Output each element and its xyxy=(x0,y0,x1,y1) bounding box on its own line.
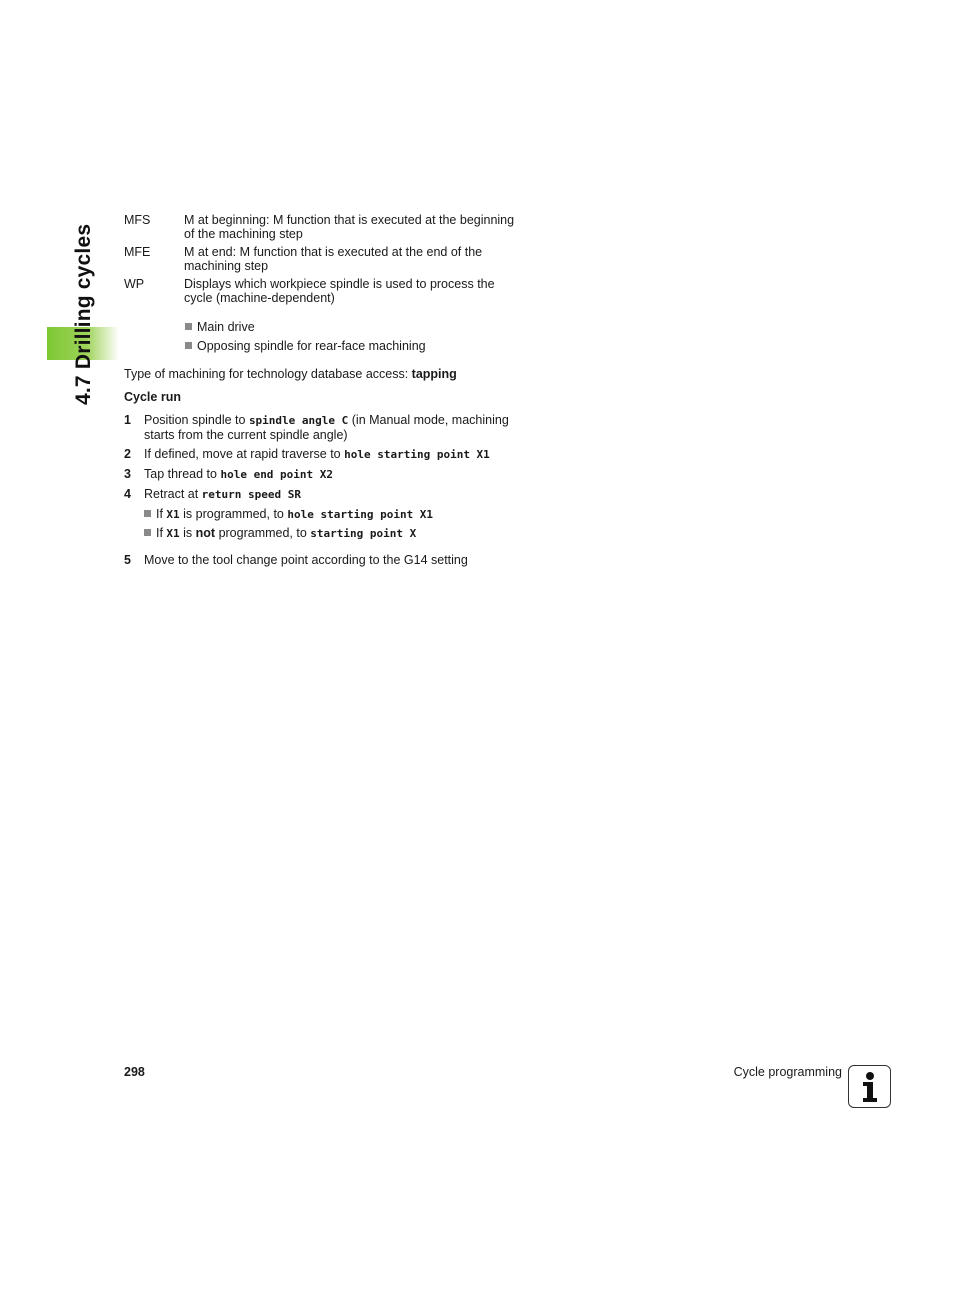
step-number: 3 xyxy=(124,467,131,481)
definition-value: M at end: M function that is executed at the end of the machining step xyxy=(184,245,483,273)
list-item: 2 If defined, move at rapid traverse to hole starting point X1 xyxy=(124,447,490,461)
list-item: 5 Move to the tool change point according to the G14 setting xyxy=(124,553,468,567)
step-number: 1 xyxy=(124,413,131,427)
step-number: 4 xyxy=(124,487,131,501)
step-number: 5 xyxy=(124,553,131,567)
definition-row xyxy=(124,277,524,305)
square-bullet-icon xyxy=(185,323,192,330)
list-item: 4 Retract at return speed SR If X1 is programmed, to hole starting point X1 If X1 is not programmed, to starting point X xyxy=(124,487,524,545)
definition-row xyxy=(124,245,524,273)
section-title: 4.7 Drilling cycles xyxy=(72,223,95,405)
cycle-run-steps xyxy=(124,413,524,567)
definition-value: M at beginning: M function that is executed at the beginning of the machining step xyxy=(184,213,515,241)
list-item: If X1 is programmed, to hole starting point X1 xyxy=(144,507,524,522)
wp-option-list xyxy=(185,320,524,353)
chapter-title: Cycle programming xyxy=(733,1065,842,1079)
square-bullet-icon xyxy=(144,510,151,517)
square-bullet-icon xyxy=(185,342,192,349)
cycle-run-heading: Cycle run xyxy=(124,390,181,404)
list-item: Opposing spindle for rear-face machining xyxy=(185,339,524,353)
step-number: 2 xyxy=(124,447,131,461)
square-bullet-icon xyxy=(144,529,151,536)
list-item: 1 Position spindle to spindle angle C (in Manual mode, machining starts from the current spindle angle) xyxy=(124,413,509,442)
tech-db-value: tapping xyxy=(411,367,457,381)
definition-key: WP xyxy=(124,277,145,291)
definition-value: Displays which workpiece spindle is used to process the cycle (machine-dependent) xyxy=(184,277,495,305)
tech-db-paragraph: Type of machining for technology database access: tapping xyxy=(124,367,457,381)
main-content xyxy=(124,213,524,572)
definition-key: MFS xyxy=(124,213,151,227)
page-number: 298 xyxy=(124,1065,145,1079)
retract-sub-list xyxy=(144,507,524,541)
definition-key: MFE xyxy=(124,245,151,259)
definition-row xyxy=(124,213,524,241)
info-icon xyxy=(848,1065,891,1108)
list-item: 3 Tap thread to hole end point X2 xyxy=(124,467,334,481)
list-item: Main drive xyxy=(185,320,524,334)
info-glyph xyxy=(857,1071,883,1103)
list-item: If X1 is not programmed, to starting point X xyxy=(144,526,524,541)
